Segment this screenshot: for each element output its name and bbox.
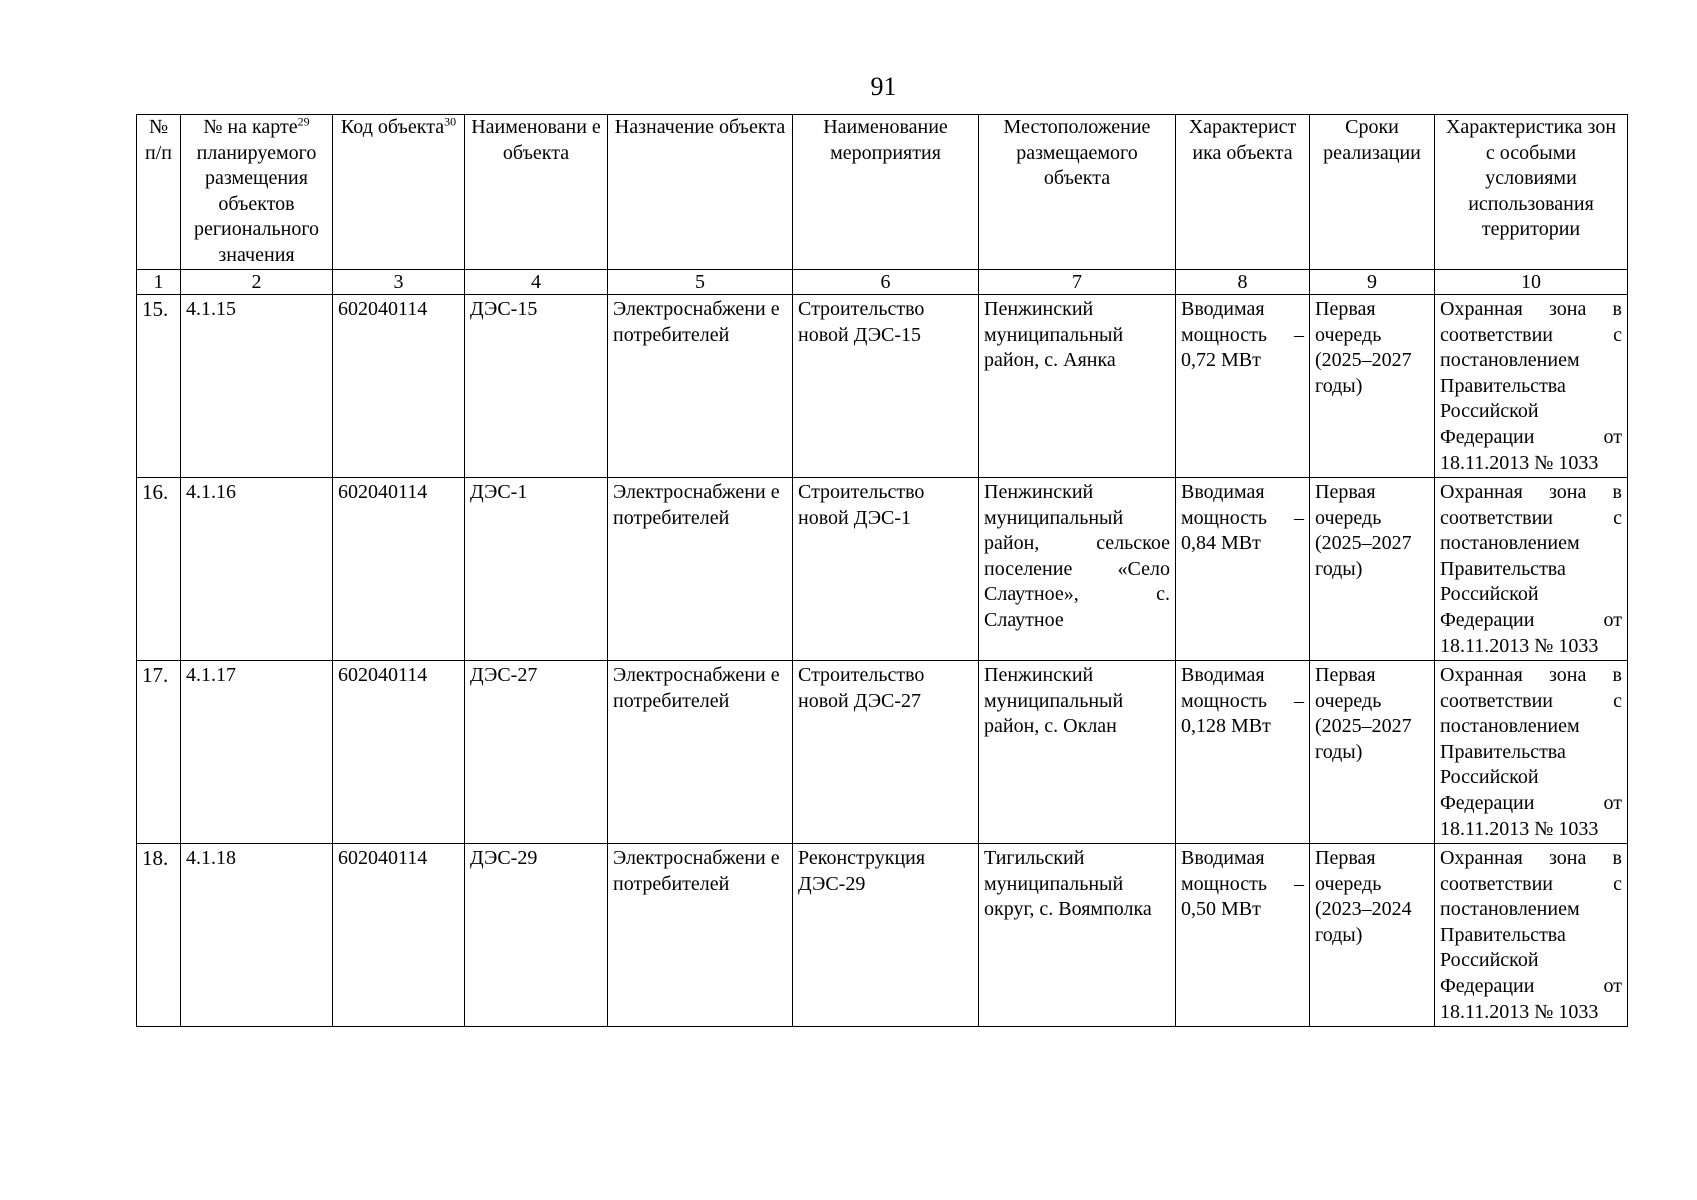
object-name: ДЭС-29 [465,844,608,1027]
object-code: 602040114 [333,844,465,1027]
map-number: 4.1.16 [181,478,333,661]
object-characteristic: Вводимая мощность – 0,50 МВт [1176,844,1310,1027]
column-number: 4 [465,270,608,295]
object-location: Пенжинский муниципальный район, с. Оклан [979,661,1176,844]
object-characteristic: Вводимая мощность – 0,84 МВт [1176,478,1310,661]
zone-characteristic: Охранная зона в соответствии с постановлением Правительства Российской Федерации от 18.11.2013 № 1033 [1435,661,1628,844]
object-location: Тигильский муниципальный округ, с. Воямполка [979,844,1176,1027]
column-number: 7 [979,270,1176,295]
column-number: 5 [608,270,793,295]
map-number: 4.1.15 [181,295,333,478]
header-col-2 [181,115,333,270]
header-col-10: Характеристика зон с особыми условиями использования территории [1435,115,1628,270]
zone-characteristic: Охранная зона в соответствии с постановлением Правительства Российской Федерации от 18.11.2013 № 1033 [1435,844,1628,1027]
header-col-3 [333,115,465,270]
header-col-7: Местоположение размещаемого объекта [979,115,1176,270]
object-characteristic: Вводимая мощность – 0,128 МВт [1176,661,1310,844]
zone-characteristic: Охранная зона в соответствии с постановлением Правительства Российской Федерации от 18.11.2013 № 1033 [1435,295,1628,478]
object-location: Пенжинский муниципальный район, с. Аянка [979,295,1176,478]
header-col-5: Назначение объекта [608,115,793,270]
row-number: 17. [137,661,181,844]
object-name: ДЭС-15 [465,295,608,478]
implementation-term: Первая очередь (2023–2024 годы) [1310,844,1435,1027]
map-number: 4.1.17 [181,661,333,844]
object-characteristic: Вводимая мощность – 0,72 МВт [1176,295,1310,478]
implementation-term: Первая очередь (2025–2027 годы) [1310,295,1435,478]
column-numbers-row [137,270,1628,295]
column-number: 8 [1176,270,1310,295]
table-row [137,844,1628,1027]
object-code: 602040114 [333,295,465,478]
column-number: 2 [181,270,333,295]
object-name: ДЭС-1 [465,478,608,661]
object-purpose: Электроснабжени е потребителей [608,478,793,661]
activity-name: Строительство новой ДЭС-15 [793,295,979,478]
header-col-8: Характерист ика объекта [1176,115,1310,270]
object-name: ДЭС-27 [465,661,608,844]
activity-name: Реконструкция ДЭС-29 [793,844,979,1027]
activity-name: Строительство новой ДЭС-27 [793,661,979,844]
implementation-term: Первая очередь (2025–2027 годы) [1310,478,1435,661]
object-code: 602040114 [333,661,465,844]
table-row [137,478,1628,661]
header-col-2-main: № на карте [203,116,298,138]
object-purpose: Электроснабжени е потребителей [608,295,793,478]
table-row [137,295,1628,478]
page-number: 91 [870,72,897,101]
column-number: 6 [793,270,979,295]
footnote-29: 29 [297,114,310,129]
header-col-1: № п/п [137,115,181,270]
header-col-6: Наименование мероприятия [793,115,979,270]
footnote-30: 30 [444,114,457,129]
row-number: 18. [137,844,181,1027]
row-number: 15. [137,295,181,478]
column-number: 1 [137,270,181,295]
object-code: 602040114 [333,478,465,661]
activity-name: Строительство новой ДЭС-1 [793,478,979,661]
header-col-2-rest: планируемого размещения объектов регионального значения [193,141,320,266]
header-col-4: Наименовани е объекта [465,115,608,270]
zone-characteristic: Охранная зона в соответствии с постановлением Правительства Российской Федерации от 18.11.2013 № 1033 [1435,478,1628,661]
implementation-term: Первая очередь (2025–2027 годы) [1310,661,1435,844]
object-purpose: Электроснабжени е потребителей [608,844,793,1027]
header-col-9: Сроки реализации [1310,115,1435,270]
table-row [137,661,1628,844]
object-location: Пенжинский муниципальный район, сельское поселение «Село Слаутное», с. Слаутное [979,478,1176,661]
map-number: 4.1.18 [181,844,333,1027]
header-col-3-main: Код объекта [340,116,445,138]
object-purpose: Электроснабжени е потребителей [608,661,793,844]
column-number: 10 [1435,270,1628,295]
table-header-row [137,115,1628,270]
row-number: 16. [137,478,181,661]
regional-objects-table [136,114,1628,1027]
column-number: 9 [1310,270,1435,295]
column-number: 3 [333,270,465,295]
